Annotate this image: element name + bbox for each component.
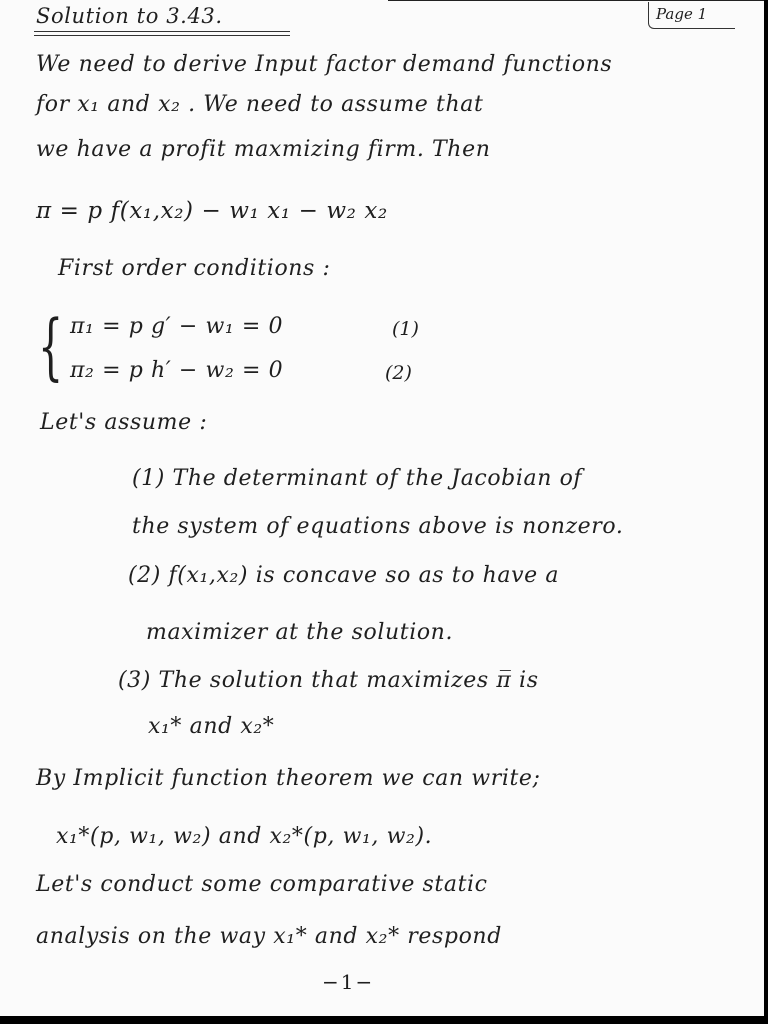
assumption-1-line-1: (1) The determinant of the Jacobian of: [132, 466, 583, 491]
text-line-1: We need to derive Input factor demand functions: [36, 52, 613, 77]
foc-equation-1: π₁ = p g′ − w₁ = 0: [70, 314, 284, 339]
page-number-box: [648, 2, 735, 29]
assumptions-heading: Let's assume :: [40, 410, 208, 435]
page-label: Page 1: [656, 5, 708, 23]
assumption-3-line-1: (3) The solution that maximizes π̅ is: [118, 668, 539, 693]
top-edge-line: [388, 0, 764, 1]
comparative-static-line-2: analysis on the way x₁* and x₂* respond: [36, 924, 502, 949]
foc-equation-2: π₂ = p h′ − w₂ = 0: [70, 358, 284, 383]
assumption-2-line-2: maximizer at the solution.: [146, 620, 454, 645]
text-line-2: for x₁ and x₂ . We need to assume that: [36, 92, 484, 117]
assumption-2-line-1: (2) f(x₁,x₂) is concave so as to have a: [128, 563, 560, 588]
title-underline-second: [34, 35, 290, 36]
implicit-function-line: By Implicit function theorem we can write;: [36, 766, 541, 791]
assumption-3-line-2: x₁* and x₂*: [148, 714, 275, 739]
page-number-footer: −1−: [322, 970, 375, 994]
equation-brace: {: [38, 304, 64, 388]
demand-functions-line: x₁*(p, w₁, w₂) and x₂*(p, w₁, w₂).: [56, 824, 433, 849]
profit-equation: π = p f(x₁,x₂) − w₁ x₁ − w₂ x₂: [36, 198, 388, 224]
text-line-3: we have a profit maxmizing firm. Then: [36, 137, 491, 162]
equation-number-2: (2): [385, 362, 412, 384]
assumption-1-line-2: the system of equations above is nonzero.: [132, 514, 624, 539]
equation-number-1: (1): [392, 318, 419, 340]
first-order-heading: First order conditions :: [58, 256, 331, 281]
comparative-static-line-1: Let's conduct some comparative static: [36, 872, 488, 897]
title-underline: [34, 31, 290, 32]
page-title: Solution to 3.43.: [36, 4, 223, 28]
